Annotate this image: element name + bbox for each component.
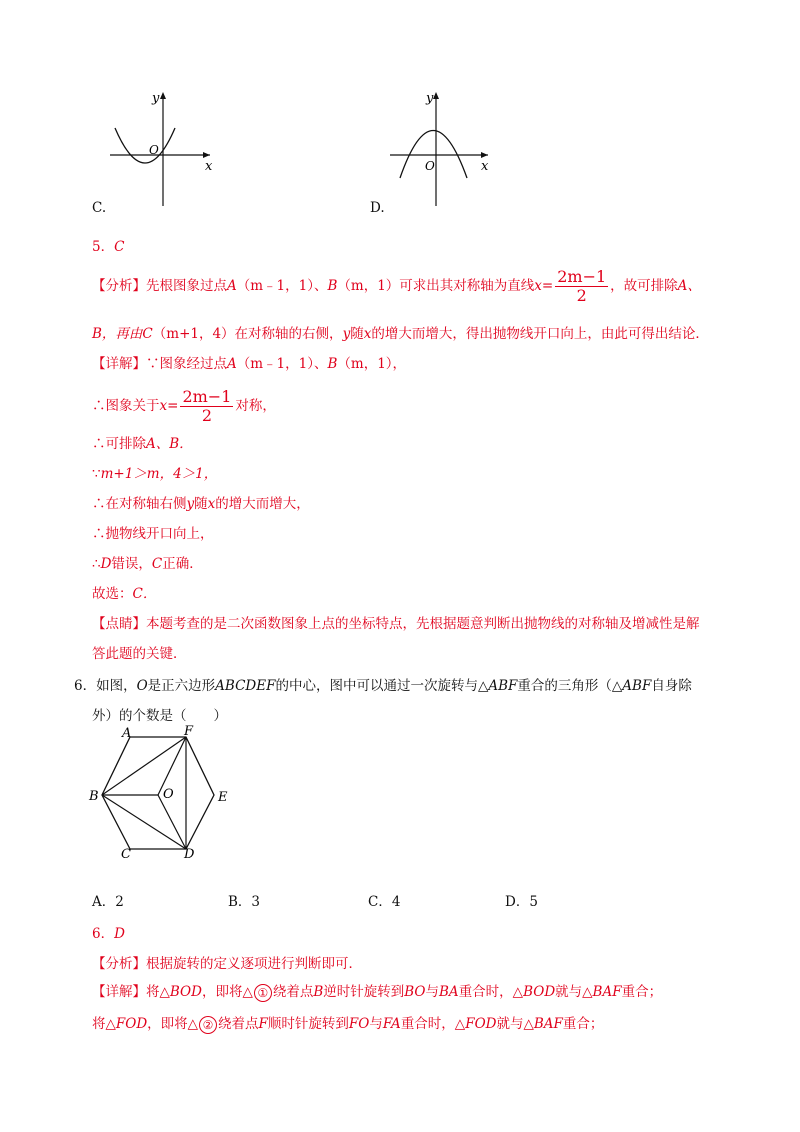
graph-d-x-label: x [481, 159, 489, 174]
q5-detail-7c: 错误， [111, 556, 152, 572]
q5-detail-fraction [180, 388, 233, 425]
segment-bd [102, 795, 186, 849]
q6-fod: FOD [115, 1016, 148, 1032]
q6-stem-1e: 自身除 [651, 678, 692, 694]
q6-detail-2d: 顺时针旋转到 [267, 1016, 349, 1032]
q6-detail-line2 [92, 1012, 603, 1034]
q6-stem-1c: 的中心，图中可以通过一次旋转与△ [275, 678, 489, 694]
q5-comment-line2: 答此题的关键． [92, 646, 187, 662]
q5-analysis-2b: 随 [350, 326, 364, 342]
q6-detail-2h: 重合； [562, 1016, 604, 1032]
graph-d-y-arrow [433, 92, 439, 99]
q6-detail-1b: ，即将△ [201, 984, 253, 1000]
q6-detail-1c: 绕着点 [272, 984, 314, 1000]
q5-comment-tag: 【点睛】 [92, 616, 146, 632]
q5-detail-5c: 的增大而增大， [215, 496, 310, 512]
q5-detail-line1 [92, 352, 406, 372]
q5-detail-5b: 随 [194, 496, 208, 512]
q5-comment-1: 本题考查的是二次函数图象上点的坐标特点，先根据题意判断出抛物线的对称轴及增减性是解 [146, 616, 700, 632]
graph-c-x-label: x [205, 159, 213, 174]
q5-detail-x-eq: x= [159, 398, 179, 414]
q5-detail-fraction-denominator: 2 [201, 406, 212, 425]
q6-detail-tag: 【详解】 [92, 984, 146, 1000]
vertex-f-label: F [184, 724, 194, 739]
q6-detail-1g: 就与△ [555, 984, 593, 1000]
vertex-b-label: B [89, 789, 99, 804]
q6-option-d[interactable]: D．5 [505, 894, 538, 910]
q6-stem-abf: ABF [488, 678, 518, 694]
graph-c-y-label: y [152, 91, 160, 106]
q6-number: 6． [74, 678, 97, 694]
q6-baf: BAF [592, 984, 622, 1000]
q5-detail-7a: ∴ [92, 556, 101, 572]
q5-detail-line6: ∴抛物线开口向上， [92, 526, 214, 542]
option-d-label: D. [370, 200, 385, 216]
circled-one-icon: ① [254, 984, 272, 1002]
q5-detail-1c: （m，1）， [337, 356, 407, 372]
q6-detail-2f: 重合时，△ [400, 1016, 466, 1032]
q5-analysis-line1 [92, 268, 701, 305]
q6-stem-o: O [136, 678, 148, 694]
q5-detail-4b: m+1＞m，4＞1， [100, 466, 218, 482]
q6-stem-line1 [74, 674, 692, 694]
q5-choose-text: 故选： [92, 586, 133, 602]
q5-detail-3: ∴可排除 [92, 436, 146, 452]
q6-option-a[interactable]: A．2 [92, 894, 124, 910]
q6-bo: BO [404, 984, 426, 1000]
q6-detail-1d: 逆时针旋转到 [323, 984, 405, 1000]
q5-coord-b: （m，1）可求出其对称轴为直线 [337, 278, 535, 294]
vertex-d-label: D [184, 847, 195, 862]
q5-analysis-line2 [92, 322, 709, 342]
q5-detail-line2 [92, 388, 276, 425]
q5-detail-point-a: A [227, 356, 237, 372]
q6-fa: FA [382, 1016, 401, 1032]
q5-detail-1a: ∵图象经过点 [146, 356, 227, 372]
q5-analysis-tag: 【分析】 [92, 278, 146, 294]
q5-detail-line3 [92, 432, 193, 452]
q5-x-var: x [363, 326, 372, 342]
q5-detail-x-var: x [207, 496, 216, 512]
q6-bod-2: BOD [523, 984, 556, 1000]
q6-option-c[interactable]: C．4 [368, 894, 401, 910]
q5-detail-1b: （m﹣1，1）、 [236, 356, 328, 372]
q6-detail-line1 [92, 980, 662, 1002]
q6-answer [92, 922, 125, 942]
vertex-a-label: A [122, 726, 132, 741]
q5-detail-7d: C [151, 556, 163, 572]
q5-y-var: y [342, 326, 351, 342]
q5-detail-point-b: B [327, 356, 338, 372]
graph-d-y-label: y [426, 91, 434, 106]
q6-stem-1d: 重合的三角形（△ [517, 678, 623, 694]
q5-detail-5a: ∴在对称轴右侧 [92, 496, 187, 512]
q6-detail-2a: 将△ [92, 1016, 116, 1032]
q5-point-a: A [227, 278, 237, 294]
q5-detail-y-var: y [186, 496, 195, 512]
graph-c-y-arrow [160, 92, 166, 99]
q5-fraction-numerator: 2m−1 [557, 267, 607, 286]
q5-detail-tag: 【详解】 [92, 356, 146, 372]
q5-analysis-text-c: A、 [677, 278, 701, 294]
graph-c-parabola [115, 128, 175, 163]
q6-option-b[interactable]: B．3 [228, 894, 261, 910]
q5-detail-7b: D [100, 556, 112, 572]
q5-coord-a: （m﹣1，1）、 [236, 278, 328, 294]
q5-detail-4a: ∵ [92, 466, 101, 482]
option-c-label: C. [92, 200, 107, 216]
graph-c-origin-label: O [149, 143, 159, 157]
q5-comment-line1 [92, 612, 700, 632]
q5-fraction-denominator: 2 [576, 286, 587, 305]
q6-detail-1h: 重合； [621, 984, 663, 1000]
circled-two-icon: ② [199, 1016, 217, 1034]
graph-d-x-arrow [481, 152, 488, 158]
q5-answer-letter: C [114, 239, 125, 255]
q6-answer-number: 6． [92, 926, 115, 942]
q5-detail-fraction-numerator: 2m−1 [182, 387, 232, 406]
q6-stem-line2: 外）的个数是（ ） [92, 708, 227, 724]
q6-detail-2b: ，即将△ [147, 1016, 199, 1032]
q5-detail-line7 [92, 552, 203, 572]
q6-detail-2e: 与 [369, 1016, 383, 1032]
q5-detail-2a: ∴图象关于 [92, 398, 160, 414]
q5-detail-2b: 对称， [235, 398, 276, 414]
segment-od [158, 795, 186, 849]
q5-analysis-2c: 的增大而增大，得出抛物线开口向上，由此可得出结论． [371, 326, 709, 342]
q5-detail-7e: 正确． [162, 556, 203, 572]
vertex-o-label: O [163, 787, 174, 802]
q6-answer-letter: D [114, 926, 125, 942]
hexagon-figure [85, 725, 245, 865]
graph-c-x-arrow [203, 152, 210, 158]
q5-point-c: C [142, 326, 153, 342]
q6-analysis-tag: 【分析】 [92, 956, 146, 972]
q5-answer-number: 5． [92, 239, 115, 255]
q5-x-eq: x= [534, 278, 554, 294]
q6-detail-2g: 就与△ [496, 1016, 534, 1032]
q5-analysis-2a: B，再由 [92, 326, 143, 342]
graph-d [385, 88, 505, 208]
q6-detail-1e: 与 [425, 984, 440, 1000]
q5-point-b: B [327, 278, 338, 294]
q5-analysis-text-b: ，故可排除 [610, 278, 678, 294]
q5-detail-line4 [92, 462, 217, 482]
q6-detail-2c: 绕着点 [218, 1016, 259, 1032]
q6-stem-1a: 如图， [96, 678, 137, 694]
q6-pt-b: B [313, 984, 324, 1000]
q6-analysis-text: 根据旋转的定义逐项进行判断即可． [146, 956, 362, 972]
q6-fo: FO [348, 1016, 370, 1032]
q5-analysis-text: 先根图象过点 [146, 278, 227, 294]
vertex-c-label: C [121, 847, 131, 862]
q6-baf-2: BAF [533, 1016, 563, 1032]
q5-choose [92, 582, 156, 602]
graph-d-origin-label: O [425, 159, 435, 173]
q6-detail-1f: 重合时，△ [458, 984, 524, 1000]
q6-pt-f: F [258, 1016, 268, 1032]
q6-bod: BOD [169, 984, 202, 1000]
q6-stem-1b: 是正六边形 [147, 678, 216, 694]
q5-fraction [555, 268, 608, 305]
q5-detail-3b: A、B． [146, 436, 193, 452]
vertex-e-label: E [218, 790, 228, 805]
q6-analysis [92, 952, 362, 972]
hexagon-outline [102, 737, 214, 849]
q6-fod-2: FOD [465, 1016, 497, 1032]
q5-answer [92, 235, 124, 255]
q6-stem-abf-2: ABF [622, 678, 652, 694]
q5-coord-c: （m+1，4）在对称轴的右侧， [152, 326, 343, 342]
q6-ba: BA [439, 984, 459, 1000]
q6-detail-1a: 将△ [146, 984, 170, 1000]
graph-c [105, 88, 225, 208]
q6-stem-hex: ABCDEF [215, 678, 276, 694]
q5-choose-letter: C． [132, 586, 157, 602]
q5-detail-line5 [92, 492, 310, 512]
